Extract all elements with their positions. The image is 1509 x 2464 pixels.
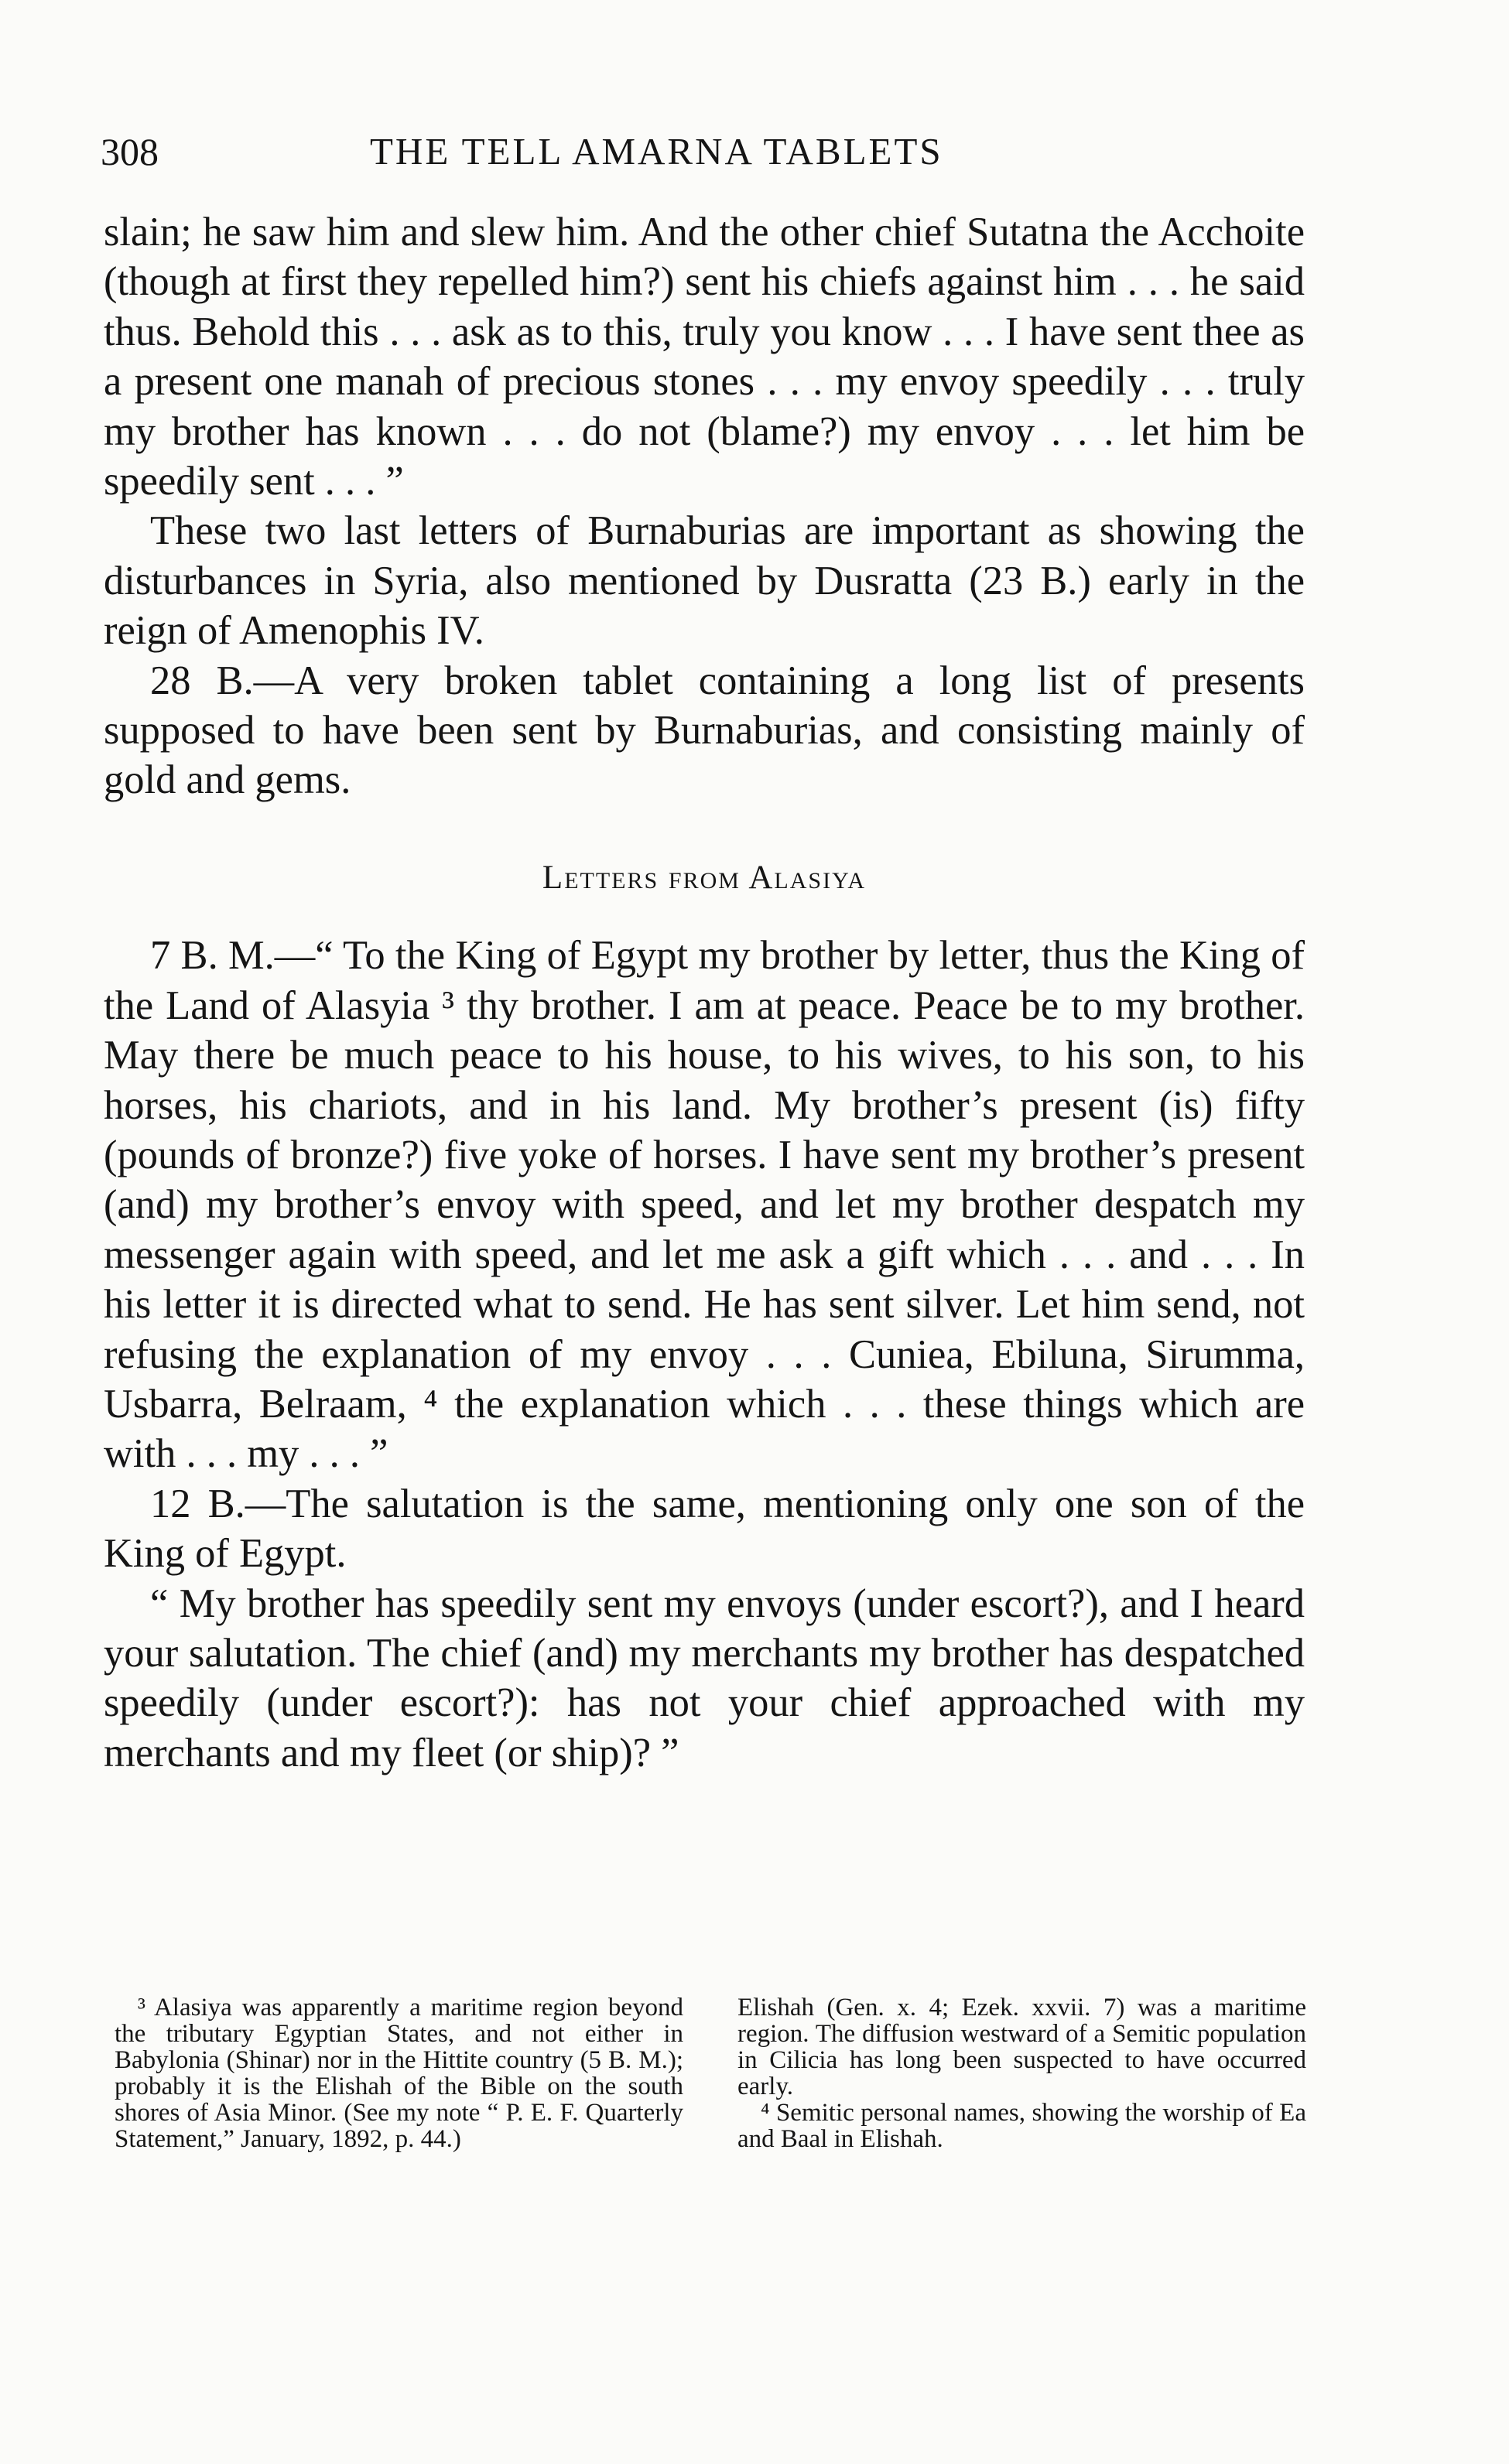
- footnote-3: ³ Alasiya was apparently a maritime region beyond the tributary Egyptian States, and not either in Babylonia (Shinar) nor in the Hittite country (5 B. M.); probably it is the Elishah of the Bible on the south shores of Asia Minor. (See my note “ P. E. F. Quarterly Statement,” January, 1892, p. 44.): [115, 1994, 683, 2153]
- footnote-3-continued: Elishah (Gen. x. 4; Ezek. xxvii. 7) was a maritime region. The diffusion westward of a Semitic population in Cilicia has long been suspected to have occurred early.: [737, 1994, 1306, 2100]
- page-number: 308: [101, 130, 159, 173]
- footnote-4: ⁴ Semitic personal names, showing the worship of Ea and Baal in Elishah.: [737, 2099, 1306, 2153]
- body-text: [104, 207, 1305, 1778]
- paragraph-2: These two last letters of Burnaburias are important as showing the disturbances in Syria, also mentioned by Dusratta (23 B.) early in the reign of Amenophis IV.: [104, 508, 1305, 654]
- footnote-column-left: [115, 1994, 683, 2152]
- page-header: [101, 128, 1305, 175]
- section-heading: Letters from Alasiya: [542, 859, 867, 896]
- running-head: THE TELL AMARNA TABLETS: [370, 130, 943, 173]
- paragraph-5: 12 B.—The salutation is the same, mentioning only one son of the King of Egypt.: [104, 1481, 1305, 1577]
- footnote-column-right: [737, 1994, 1306, 2152]
- paragraph-6: “ My brother has speedily sent my envoys (under escort?), and I heard your salutation. The chief (and) my merchants my brother has despatched speedily (under escort?): has not your chief approached with my merchants and my fleet (or ship)? ”: [104, 1581, 1305, 1775]
- paragraph-3: 28 B.—A very broken tablet containing a long list of presents supposed to have been sent by Burnaburias, and consisting mainly of gold and gems.: [104, 658, 1305, 803]
- footnotes: [115, 1994, 1306, 2152]
- paragraph-1: slain; he saw him and slew him. And the other chief Sutatna the Acchoite (though at first they repelled him?) sent his chiefs against him . . . he said thus. Behold this . . . ask as to this, truly you know . . . I have sent thee as a present one manah of precious stones . . . my envoy speedily . . . truly my brother has known . . . do not (blame?) my envoy . . . let him be speedily sent . . . ”: [104, 210, 1305, 504]
- paragraph-4: 7 B. M.—“ To the King of Egypt my brother by letter, thus the King of the Land of Alasyia ³ thy brother. I am at peace. Peace be to my brother. May there be much peace to his house, to his wives, to his son, to his horses, his chariots, and in his land. My brother’s present (is) fifty (pounds of bronze?) five yoke of horses. I have sent my brother’s present (and) my brother’s envoy with speed, and let my brother despatch my messenger again with speed, and let me ask a gift which . . . and . . . In his letter it is directed what to send. He has sent silver. Let him send, not refusing the explanation of my envoy . . . Cuniea, Ebiluna, Sirumma, Usbarra, Belraam, ⁴ the explanation which . . . these things which are with . . . my . . . ”: [104, 933, 1305, 1477]
